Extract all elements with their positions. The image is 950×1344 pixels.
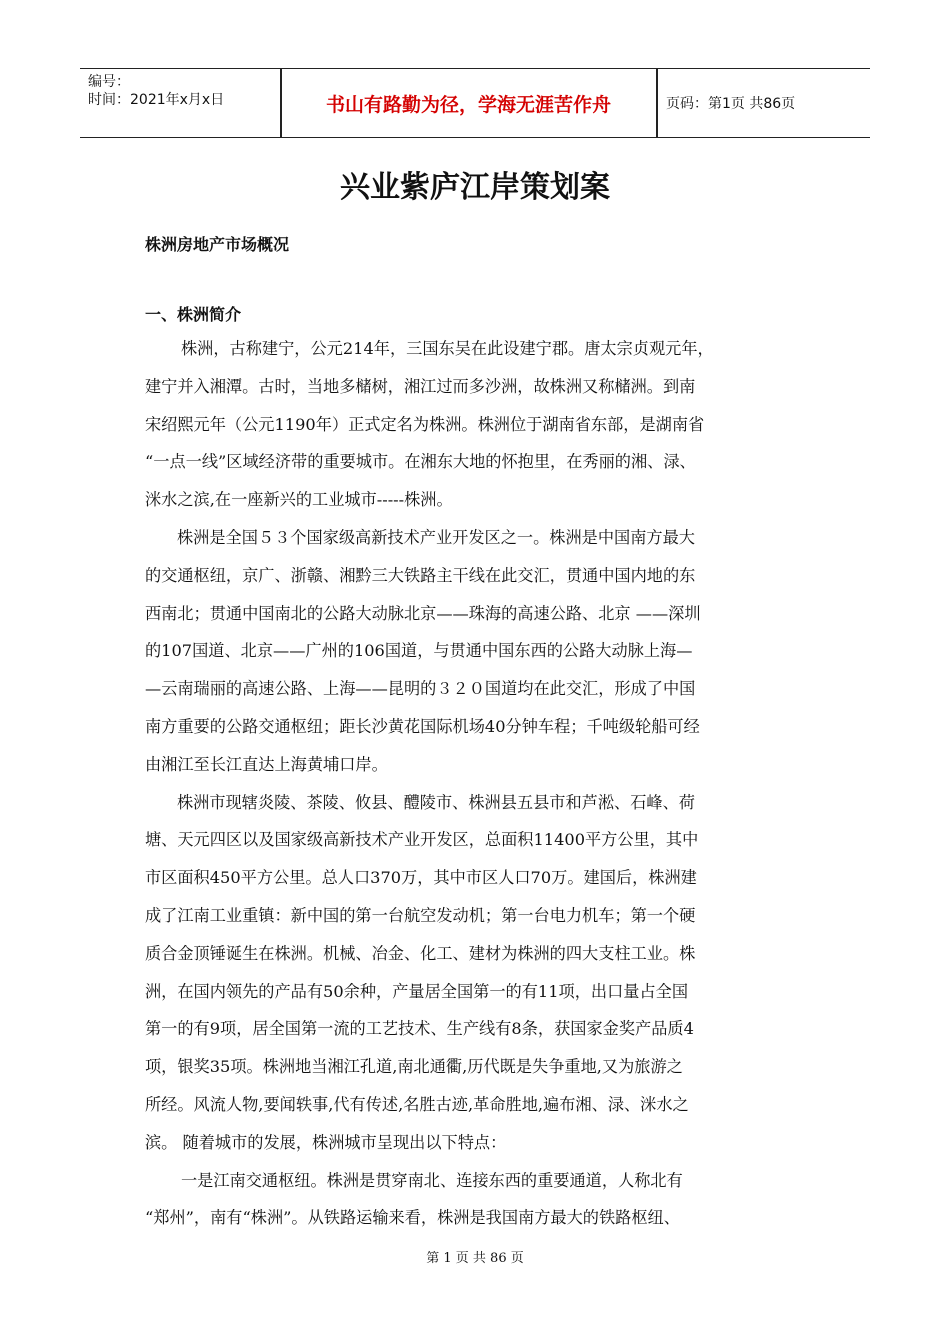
text-line: 的交通枢纽，京广、浙赣、湘黔三大铁路主干线在此交汇，贯通中国内地的东 xyxy=(145,565,696,585)
text-line: 第一的有9项，居全国第一流的工艺技术、生产线有8条，获国家金奖产品质4 xyxy=(145,1019,694,1039)
text-line: 宋绍熙元年（公元1190年）正式定名为株洲。株洲位于湖南省东部，是湖南省 xyxy=(145,414,705,434)
section-heading: 一、株洲简介 xyxy=(145,305,242,324)
text-line: 质合金顶锤诞生在株洲。机械、冶金、化工、建材为株洲的四大支柱工业。株 xyxy=(145,943,696,963)
text-line: “一点一线”区域经济带的重要城市。在湘东大地的怀抱里，在秀丽的湘、渌、 xyxy=(145,452,696,472)
text-line: 株洲，古称建宁，公元214年，三国东吴在此设建宁郡。唐太宗贞观元年， xyxy=(181,339,714,358)
document-subtitle: 株洲房地产市场概况 xyxy=(145,235,290,254)
text-line: 市区面积450平方公里。总人口370万，其中市区人口70万。建国后，株洲建 xyxy=(145,868,697,888)
document-title: 兴业紫庐江岸策划案 xyxy=(340,170,610,205)
text-line: 西南北；贯通中国南北的公路大动脉北京——珠海的高速公路、北京 ——深圳 xyxy=(145,603,701,623)
text-line: 建宁并入湘潭。古时，当地多槠树，湘江过而多沙洲，故株洲又称槠洲。到南 xyxy=(145,376,696,396)
header-page-info: 页码：第1页 共86页 xyxy=(666,96,796,112)
text-line: 成了江南工业重镇：新中国的第一台航空发动机；第一台电力机车；第一个硬 xyxy=(145,905,696,925)
header-motto: 书山有路勤为径，学海无涯苦作舟 xyxy=(325,93,611,116)
header-divider xyxy=(656,69,658,137)
text-line: 南方重要的公路交通枢纽；距长沙黄花国际机场40分钟车程；千吨级轮船可经 xyxy=(145,716,700,736)
text-line: —云南瑞丽的高速公路、上海——昆明的３２０国道均在此交汇，形成了中国 xyxy=(145,679,696,699)
text-line: 项，银奖35项。株洲地当湘江孔道,南北通衢,历代既是失争重地,又为旅游之 xyxy=(145,1057,683,1077)
text-line: 洲，在国内领先的产品有50余种，产量居全国第一的有11项，出口量占全国 xyxy=(145,981,689,1001)
page-footer: 第 1 页 共 86 页 xyxy=(426,1251,524,1266)
number-label: 编号： xyxy=(88,74,130,90)
text-line: 株洲市现辖炎陵、茶陵、攸县、醴陵市、株洲县五县市和芦淞、石峰、荷 xyxy=(177,792,695,812)
body-text xyxy=(145,330,815,1237)
header-table xyxy=(80,68,870,138)
text-line: 洣水之滨,在一座新兴的工业城市-----株洲。 xyxy=(145,490,453,510)
text-line: 塘、天元四区以及国家级高新技术产业开发区，总面积11400平方公里，其中 xyxy=(145,830,699,850)
text-line: 由湘江至长江直达上海黄埔口岸。 xyxy=(145,754,388,774)
header-meta-cell xyxy=(80,69,280,137)
text-line: 一是江南交通枢纽。株洲是贯穿南北、连接东西的重要通道，人称北有 xyxy=(181,1170,683,1190)
text-line: 的107国道、北京——广州的106国道，与贯通中国东西的公路大动脉上海— xyxy=(145,641,693,661)
text-line: 滨。 随着城市的发展，株洲城市呈现出以下特点： xyxy=(145,1132,507,1152)
text-line: 所经。风流人物,要闻轶事,代有传述,名胜古迹,革命胜地,遍布湘、渌、洣水之 xyxy=(145,1094,689,1114)
text-line: 株洲是全国５３个国家级高新技术产业开发区之一。株洲是中国南方最大 xyxy=(177,527,695,547)
time-label: 时间：2021年x月x日 xyxy=(88,92,225,108)
text-line: “郑州”，南有“株洲”。从铁路运输来看，株洲是我国南方最大的铁路枢纽、 xyxy=(145,1208,680,1228)
